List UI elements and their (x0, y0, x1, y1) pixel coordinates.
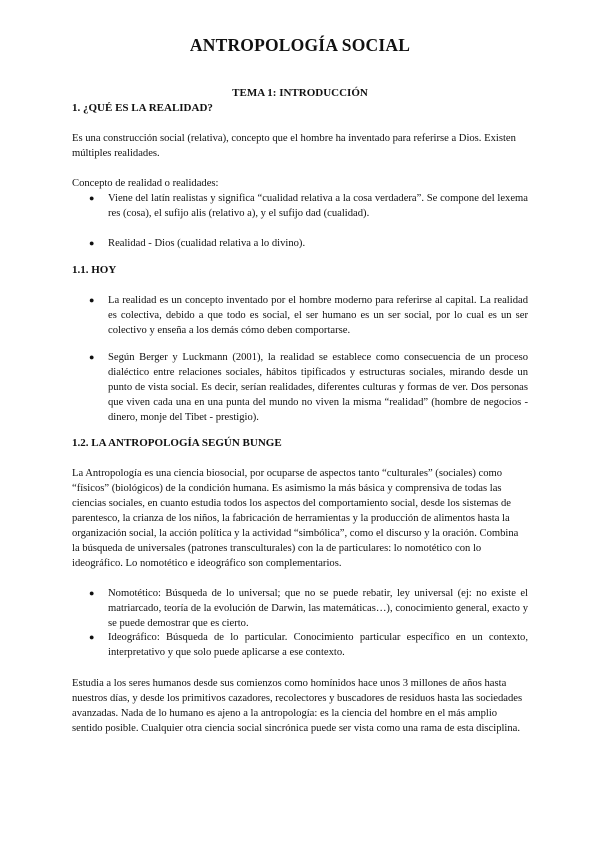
bullet-icon: ● (89, 352, 95, 362)
list-item-text: Realidad - Dios (cualidad relativa a lo divino). (108, 238, 306, 249)
list-item-text: Viene del latín realistas y significa “cualidad relativa a la cosa verdadera”. Se compone del lexema res (cosa), el sufijo alis (relativo a), y el sufijo dad (cualidad). (108, 193, 528, 219)
bullet-icon: ● (89, 193, 95, 203)
bullet-icon: ● (89, 632, 95, 642)
bullet-icon: ● (89, 295, 95, 305)
list-item (89, 586, 528, 631)
bullet-icon: ● (89, 588, 95, 598)
list-item (89, 630, 528, 660)
paragraph-anthropology-bunge: La Antropología es una ciencia biosocial, por ocuparse de aspectos tanto “culturales” (sociales) como “físicos” (biológicos) de la condición humana. Es asimismo la más básica y comprensiva de todas las ciencias sociales, en cuanto estudia todos los aspectos del comportamiento social, desde los sistemas de parentesco, la crianza de los niños, la fabricación de herramientas y la producción de alimentos hasta la organización social, la acción política y la actividad “simbólica”, como el discurso y la oración. Combina la búsqueda de universales (patrones transculturales) con la de particulares: lo nomotético con lo ideográfico. Lo nomotético e ideográfico son complementarios. (72, 468, 519, 569)
list-item (89, 350, 528, 425)
paragraph-reality-definition: Es una construcción social (relativa), concepto que el hombre ha inventado para referirse a Dios. Existen múltiples realidades. (72, 133, 516, 159)
list-item (89, 293, 528, 338)
list-item (89, 191, 528, 221)
paragraph-reality-concept: Concepto de realidad o realidades: (72, 178, 219, 189)
topic-heading: TEMA 1: INTRODUCCIÓN (232, 87, 368, 99)
list-item-text: Nomotético: Búsqueda de lo universal; que no se puede rebatir, ley universal (ej: no existe el matriarcado, teoría de la evolución de Darwin, las matemáticas…), conocimiento general, exacto y se puede demostrar que es cierto. (108, 588, 528, 629)
document-title: ANTROPOLOGÍA SOCIAL (189, 35, 411, 55)
bullet-icon: ● (89, 238, 95, 248)
paragraph-anthropology-scope: Estudia a los seres humanos desde sus comienzos como homínidos hace unos 3 millones de años hasta nuestros días, y desde los primitivos cazadores, recolectores y buscadores de residuos hasta las sociedades avanzadas. Nada de lo humano es ajeno a la antropología: es la ciencia del hombre en el más amplio sentido posible. Cualquier otra ciencia social sincrónica puede ser vista como una rama de esta disciplina. (72, 678, 523, 734)
list-item-text: Según Berger y Luckmann (2001), la realidad se establece como consecuencia de un proceso dialéctico entre relaciones sociales, hábitos tipificados y estructuras sociales, mirando desde un punto de vista social. Es decir, serían realidades, diferentes culturas y formas de ver. Dos personas que viven cada una en una punta del mundo no viven la misma “realidad” (hombre de negocios - dinero, monje del Tibet - prestigio). (108, 352, 528, 423)
section-heading-1: 1. ¿QUÉ ES LA REALIDAD? (72, 102, 213, 114)
section-heading-1-2: 1.2. LA ANTROPOLOGÍA SEGÚN BUNGE (72, 437, 282, 449)
list-item-text: La realidad es un concepto inventado por el hombre moderno para referirse al capital. La realidad es colectiva, debido a que todo es social, el ser humano es un ser social, por lo cual es un ser colectivo y enseña a los demás cómo deben comportarse. (108, 295, 528, 336)
list-item (89, 236, 528, 251)
section-heading-1-1: 1.1. HOY (72, 264, 117, 276)
list-item-text: Ideográfico: Búsqueda de lo particular. Conocimiento particular específico en un contexto, interpretativo y que solo puede aplicarse a ese contexto. (108, 632, 528, 658)
